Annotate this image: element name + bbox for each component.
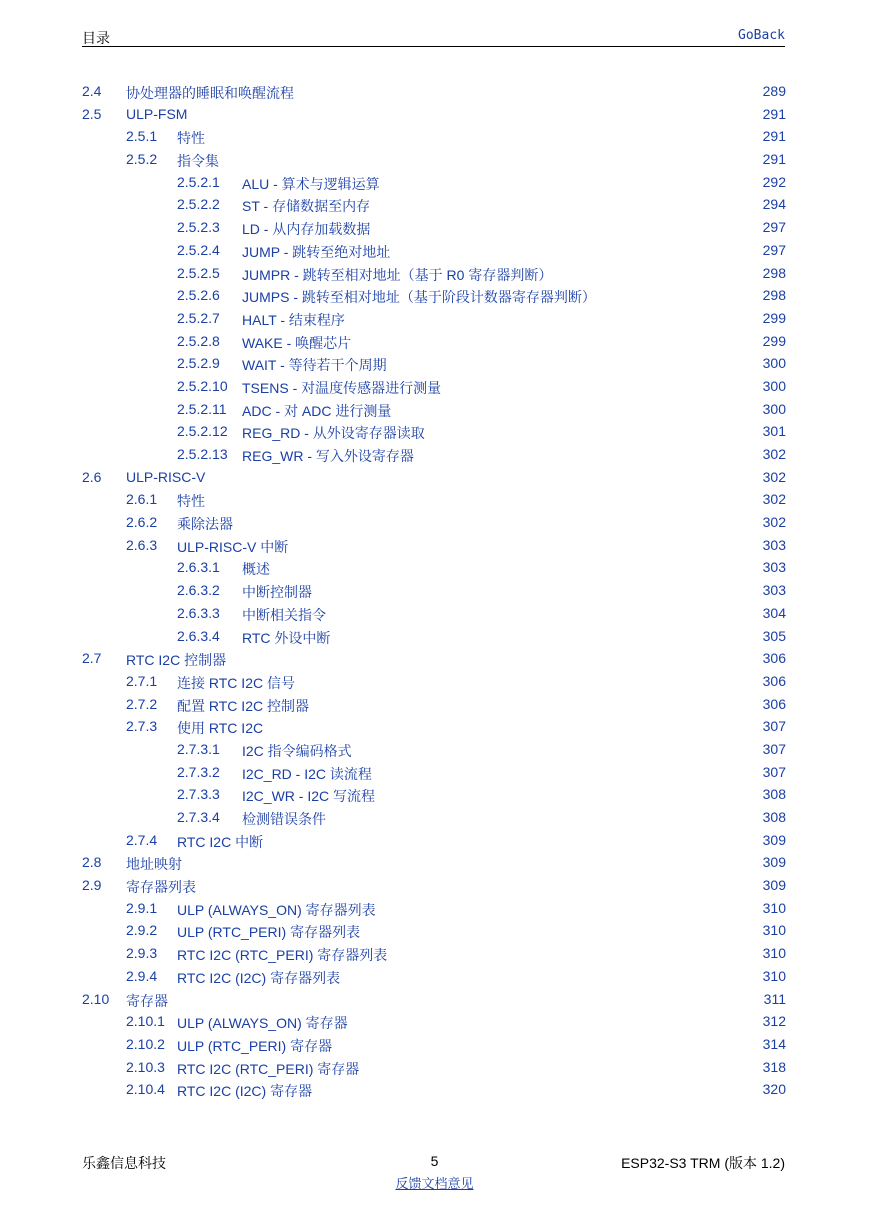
- toc-entry-title[interactable]: TSENS - 对温度传感器进行测量: [242, 379, 442, 396]
- toc-entry-title[interactable]: 特性: [177, 493, 205, 510]
- toc-entry-page[interactable]: 291: [762, 151, 786, 168]
- toc-entry-title[interactable]: LD - 从内存加载数据: [242, 221, 371, 238]
- toc-entry-title[interactable]: ADC - 对 ADC 进行测量: [242, 402, 392, 419]
- toc-entry-title[interactable]: REG_RD - 从外设寄存器读取: [242, 425, 425, 442]
- toc-entry[interactable]: [0, 125, 869, 148]
- table-of-contents: [0, 80, 869, 1101]
- toc-entry-page[interactable]: 300: [762, 355, 786, 372]
- toc-entry-title[interactable]: ULP (ALWAYS_ON) 寄存器: [177, 1015, 348, 1032]
- toc-entry-title[interactable]: 指令集: [177, 153, 219, 170]
- toc-entry-number: 2.7.1: [126, 672, 158, 689]
- toc-entry-title[interactable]: HALT - 结束程序: [242, 311, 345, 328]
- toc-entry-title[interactable]: ULP (RTC_PERI) 寄存器列表: [177, 924, 361, 941]
- toc-entry-title[interactable]: ULP (ALWAYS_ON) 寄存器列表: [177, 901, 376, 918]
- toc-entry-number: 2.7.4: [126, 831, 158, 848]
- toc-entry[interactable]: [0, 216, 869, 239]
- toc-entry[interactable]: [0, 761, 869, 784]
- toc-entry-page[interactable]: 308: [762, 786, 786, 803]
- toc-entry[interactable]: [0, 352, 869, 375]
- toc-entry-page[interactable]: 304: [762, 604, 786, 621]
- toc-entry-number: 2.9: [82, 877, 102, 894]
- toc-entry-title[interactable]: RTC I2C (I2C) 寄存器列表: [177, 969, 341, 986]
- toc-entry-page[interactable]: 298: [762, 264, 786, 281]
- toc-entry-title[interactable]: JUMP - 跳转至绝对地址: [242, 243, 391, 260]
- toc-entry[interactable]: [0, 148, 869, 171]
- toc-entry-page[interactable]: 312: [762, 1013, 786, 1030]
- toc-entry[interactable]: [0, 625, 869, 648]
- toc-entry-title[interactable]: 配置 RTC I2C 控制器: [177, 697, 309, 714]
- toc-entry-number: 2.5.2.11: [177, 400, 227, 417]
- toc-entry[interactable]: [0, 556, 869, 579]
- toc-entry-title[interactable]: RTC I2C 中断: [177, 833, 264, 850]
- toc-entry-title[interactable]: I2C_WR - I2C 写流程: [242, 788, 376, 805]
- toc-entry[interactable]: [0, 738, 869, 761]
- toc-entry-number: 2.5.1: [126, 128, 158, 145]
- feedback-link[interactable]: 反馈文档意见: [395, 1176, 474, 1191]
- toc-entry[interactable]: [0, 693, 869, 716]
- goback-link[interactable]: GoBack: [738, 28, 785, 43]
- toc-entry-number: 2.6.3.3: [177, 604, 220, 621]
- toc-entry-page[interactable]: 300: [762, 377, 786, 394]
- toc-entry-title[interactable]: 连接 RTC I2C 信号: [177, 674, 295, 691]
- toc-entry-number: 2.9.2: [126, 922, 158, 939]
- header-title: 目录: [82, 30, 110, 46]
- toc-entry[interactable]: [0, 262, 869, 285]
- toc-entry-title[interactable]: 中断相关指令: [242, 606, 326, 623]
- toc-entry-page[interactable]: 310: [762, 922, 786, 939]
- toc-entry-number: 2.7: [82, 650, 102, 667]
- toc-entry-number: 2.7.3.2: [177, 763, 220, 780]
- toc-entry-page[interactable]: 309: [762, 831, 786, 848]
- toc-entry-number: 2.5.2.3: [177, 219, 220, 236]
- toc-entry-number: 2.9.4: [126, 967, 158, 984]
- toc-entry-number: 2.10.2: [126, 1035, 165, 1052]
- toc-entry[interactable]: [0, 988, 869, 1011]
- toc-entry-page[interactable]: 299: [762, 332, 786, 349]
- toc-entry-number: 2.5.2: [126, 151, 158, 168]
- toc-entry[interactable]: [0, 829, 869, 852]
- toc-entry[interactable]: [0, 942, 869, 965]
- toc-entry[interactable]: [0, 171, 869, 194]
- toc-entry[interactable]: [0, 420, 869, 443]
- toc-entry-title[interactable]: 概述: [242, 561, 270, 578]
- toc-entry-number: 2.5.2.7: [177, 309, 220, 326]
- toc-entry-title[interactable]: 中断控制器: [242, 584, 312, 601]
- toc-entry-page[interactable]: 307: [762, 763, 786, 780]
- toc-entry-page[interactable]: 289: [762, 83, 786, 99]
- toc-entry-page[interactable]: 314: [762, 1035, 786, 1052]
- toc-entry-page[interactable]: 320: [762, 1081, 786, 1098]
- toc-entry[interactable]: [0, 103, 869, 126]
- toc-entry-page[interactable]: 298: [762, 287, 786, 304]
- toc-entry-title[interactable]: RTC I2C (RTC_PERI) 寄存器: [177, 1060, 360, 1077]
- toc-entry-page[interactable]: 318: [762, 1058, 786, 1075]
- toc-entry[interactable]: [0, 534, 869, 557]
- toc-entry[interactable]: [0, 443, 869, 466]
- toc-entry[interactable]: [0, 398, 869, 421]
- toc-entry-page[interactable]: 297: [762, 241, 786, 258]
- toc-entry[interactable]: [0, 1056, 869, 1079]
- toc-entry-title[interactable]: 特性: [177, 130, 205, 147]
- toc-entry-title[interactable]: RTC I2C (I2C) 寄存器: [177, 1083, 313, 1100]
- toc-entry-number: 2.5.2.13: [177, 446, 228, 462]
- toc-entry-number: 2.10: [82, 990, 110, 1007]
- page-header: [82, 26, 785, 47]
- toc-entry-page[interactable]: 310: [762, 967, 786, 984]
- toc-entry-page[interactable]: 303: [762, 536, 786, 553]
- toc-entry[interactable]: [0, 80, 869, 103]
- toc-entry-number: 2.9.1: [126, 899, 158, 916]
- toc-entry[interactable]: [0, 488, 869, 511]
- toc-entry-number: 2.5: [82, 105, 102, 122]
- toc-entry-number: 2.6.1: [126, 491, 158, 508]
- toc-entry-title[interactable]: I2C 指令编码格式: [242, 742, 352, 759]
- toc-entry-page[interactable]: 301: [762, 423, 786, 440]
- toc-entry[interactable]: [0, 919, 869, 942]
- toc-entry-number: 2.7.3.1: [177, 740, 220, 757]
- toc-entry-number: 2.6: [82, 468, 102, 485]
- toc-entry-number: 2.5.2.9: [177, 355, 220, 372]
- toc-entry-number: 2.6.3.4: [177, 627, 220, 644]
- toc-entry-number: 2.5.2.2: [177, 196, 220, 213]
- toc-entry-number: 2.5.2.1: [177, 173, 220, 190]
- toc-entry-title[interactable]: 使用 RTC I2C: [177, 720, 264, 737]
- toc-entry-title[interactable]: RTC 外设中断: [242, 629, 331, 646]
- toc-entry-number: 2.6.3.1: [177, 559, 220, 576]
- toc-entry-number: 2.5.2.10: [177, 377, 228, 394]
- toc-entry[interactable]: [0, 783, 869, 806]
- toc-entry-number: 2.10.4: [126, 1081, 165, 1098]
- toc-entry-page[interactable]: 303: [762, 559, 786, 576]
- toc-entry-page[interactable]: 306: [762, 672, 786, 689]
- toc-entry[interactable]: [0, 466, 869, 489]
- toc-entry-page[interactable]: 299: [762, 309, 786, 326]
- toc-entry[interactable]: [0, 874, 869, 897]
- toc-entry-number: 2.10.3: [126, 1058, 165, 1075]
- toc-entry-title[interactable]: 协处理器的睡眠和唤醒流程: [126, 85, 294, 101]
- toc-entry-title[interactable]: 寄存器: [126, 992, 168, 1009]
- toc-entry-page[interactable]: 306: [762, 650, 786, 667]
- toc-entry-page[interactable]: 307: [762, 740, 786, 757]
- toc-entry-page[interactable]: 302: [762, 468, 786, 485]
- toc-entry-number: 2.5.2.6: [177, 287, 220, 304]
- toc-entry-page[interactable]: 300: [762, 400, 786, 417]
- toc-entry-title[interactable]: I2C_RD - I2C 读流程: [242, 765, 372, 782]
- toc-entry-number: 2.10.1: [126, 1013, 165, 1030]
- toc-entry[interactable]: [0, 330, 869, 353]
- toc-entry-number: 2.5.2.8: [177, 332, 220, 349]
- toc-entry-title[interactable]: ST - 存储数据至内存: [242, 198, 371, 215]
- toc-entry-title[interactable]: WAKE - 唤醒芯片: [242, 334, 352, 351]
- toc-entry-page[interactable]: 294: [762, 196, 786, 213]
- toc-entry-title[interactable]: JUMPR - 跳转至相对地址（基于 R0 寄存器判断）: [242, 266, 553, 283]
- toc-entry-number: 2.7.3.3: [177, 786, 220, 803]
- feedback-link-wrapper: [0, 1173, 869, 1192]
- footer-doc-version: ESP32-S3 TRM (版本 1.2): [621, 1155, 785, 1171]
- toc-entry-title[interactable]: ULP (RTC_PERI) 寄存器: [177, 1037, 333, 1054]
- toc-entry-title[interactable]: RTC I2C 控制器: [126, 652, 227, 669]
- toc-entry[interactable]: [0, 806, 869, 829]
- toc-entry[interactable]: [0, 965, 869, 988]
- toc-entry[interactable]: [0, 670, 869, 693]
- toc-entry-title[interactable]: ULP-RISC-V 中断: [177, 538, 289, 555]
- toc-entry-number: 2.5.2.12: [177, 423, 228, 440]
- toc-entry-title[interactable]: 地址映射: [126, 856, 182, 873]
- toc-entry-page[interactable]: 291: [762, 105, 786, 122]
- toc-entry[interactable]: [0, 193, 869, 216]
- toc-entry[interactable]: [0, 284, 869, 307]
- toc-entry-page[interactable]: 302: [762, 491, 786, 508]
- toc-entry[interactable]: [0, 1010, 869, 1033]
- toc-entry-title[interactable]: ULP-FSM: [126, 105, 188, 122]
- toc-entry-page[interactable]: 307: [762, 718, 786, 735]
- toc-entry-page[interactable]: 306: [762, 695, 786, 712]
- toc-entry-page[interactable]: 302: [762, 446, 786, 462]
- toc-entry-number: 2.7.3: [126, 718, 158, 735]
- toc-entry[interactable]: [0, 1033, 869, 1056]
- toc-entry[interactable]: [0, 715, 869, 738]
- toc-entry-number: 2.9.3: [126, 945, 158, 962]
- toc-entry-page[interactable]: 308: [762, 809, 786, 825]
- toc-entry-page[interactable]: 311: [763, 990, 786, 1007]
- toc-entry-page[interactable]: 305: [762, 627, 786, 644]
- toc-entry-number: 2.4: [82, 83, 102, 99]
- toc-entry-page[interactable]: 310: [762, 899, 786, 916]
- toc-entry-title[interactable]: JUMPS - 跳转至相对地址（基于阶段计数器寄存器判断）: [242, 289, 596, 306]
- toc-entry-number: 2.6.2: [126, 514, 158, 531]
- toc-entry-number: 2.7.2: [126, 695, 158, 712]
- toc-entry-page[interactable]: 309: [762, 854, 786, 871]
- footer-page-number: 5: [430, 1153, 439, 1169]
- toc-entry-page[interactable]: 310: [762, 945, 786, 962]
- toc-entry-title[interactable]: 寄存器列表: [126, 879, 196, 896]
- toc-entry[interactable]: [0, 375, 869, 398]
- toc-entry-page[interactable]: 302: [762, 514, 786, 531]
- toc-entry-title[interactable]: ALU - 算术与逻辑运算: [242, 175, 380, 192]
- footer-company: 乐鑫信息科技: [82, 1155, 166, 1171]
- toc-entry-number: 2.7.3.4: [177, 809, 220, 825]
- toc-entry-number: 2.5.2.4: [177, 241, 220, 258]
- toc-entry[interactable]: [0, 647, 869, 670]
- toc-entry-title[interactable]: 检测错误条件: [242, 811, 326, 827]
- toc-entry-number: 2.8: [82, 854, 102, 871]
- toc-entry-page[interactable]: 292: [762, 173, 786, 190]
- toc-entry-page[interactable]: 291: [762, 128, 786, 145]
- toc-entry-number: 2.6.3.2: [177, 582, 220, 599]
- toc-entry[interactable]: [0, 307, 869, 330]
- toc-entry-page[interactable]: 297: [762, 219, 786, 236]
- toc-entry-title[interactable]: REG_WR - 写入外设寄存器: [242, 448, 414, 464]
- toc-entry[interactable]: [0, 602, 869, 625]
- toc-entry[interactable]: [0, 239, 869, 262]
- toc-entry[interactable]: [0, 511, 869, 534]
- toc-entry-number: 2.5.2.5: [177, 264, 220, 281]
- toc-entry-title[interactable]: 乘除法器: [177, 516, 233, 533]
- toc-entry[interactable]: [0, 1078, 869, 1101]
- toc-entry[interactable]: [0, 579, 869, 602]
- toc-entry-number: 2.6.3: [126, 536, 158, 553]
- toc-entry-title[interactable]: RTC I2C (RTC_PERI) 寄存器列表: [177, 947, 388, 964]
- toc-entry[interactable]: [0, 897, 869, 920]
- toc-entry-title[interactable]: ULP-RISC-V: [126, 468, 206, 485]
- toc-entry[interactable]: [0, 851, 869, 874]
- toc-entry-page[interactable]: 303: [762, 582, 786, 599]
- toc-entry-title[interactable]: WAIT - 等待若干个周期: [242, 357, 387, 374]
- toc-entry-page[interactable]: 309: [762, 877, 786, 894]
